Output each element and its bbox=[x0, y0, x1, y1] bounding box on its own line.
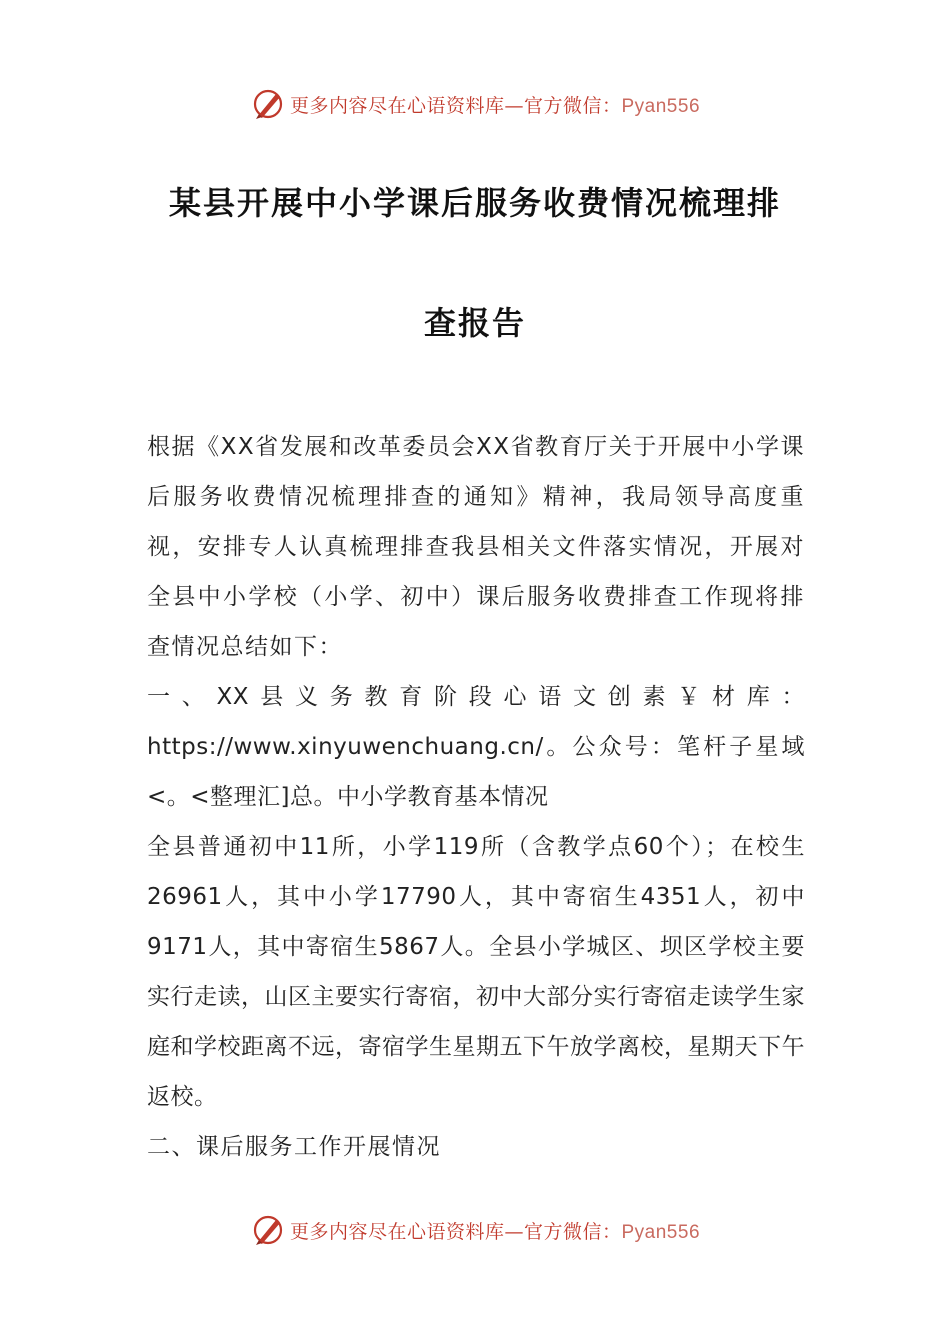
document-body bbox=[147, 422, 805, 1172]
paragraph-school-stats: 全县普通初中11所，小学119所（含教学点60个）；在校生26961人，其中小学17790人，其中寄宿生4351人，初中9171人，其中寄宿生5867人。全县小学城区、坝区学校主要实行走读，山区主要实行寄宿，初中大部分实行寄宿走读学生家庭和学校距离不远，寄宿学生星期五下午放学离校，星期天下午返校。 bbox=[147, 834, 805, 1110]
document-title-line-2: 查报告 bbox=[423, 304, 526, 342]
pen-logo-icon bbox=[250, 1212, 286, 1248]
paragraph-section-2-heading: 二、课后服务工作开展情况 bbox=[147, 1134, 441, 1160]
document-title-line-1: 某县开展中小学课后服务收费情况梳理排 bbox=[168, 184, 781, 222]
banner-text: 更多内容尽在心语资料库—官方微信：Pyan556 bbox=[289, 1220, 701, 1243]
header-watermark-banner bbox=[0, 84, 950, 124]
paragraph-intro: 根据《XX省发展和改革委员会XX省教育厅关于开展中小学课后服务收费情况梳理排查的通知》精神，我局领导高度重视，安排专人认真梳理排查我县相关文件落实情况，开展对全县中小学校（小学、初中）课后服务收费排查工作现将排查情况总结如下： bbox=[147, 434, 805, 660]
footer-watermark-banner bbox=[0, 1210, 950, 1250]
banner-text: 更多内容尽在心语资料库—官方微信：Pyan556 bbox=[289, 94, 701, 117]
pen-logo-icon bbox=[250, 86, 286, 122]
paragraph-section-1-heading: 一、XX县义务教育阶段心语文创素￥材库：https://www.xinyuwenchuang.cn/。公众号：笔杆子星域<。<整理汇]总。中小学教育基本情况 bbox=[147, 684, 805, 810]
